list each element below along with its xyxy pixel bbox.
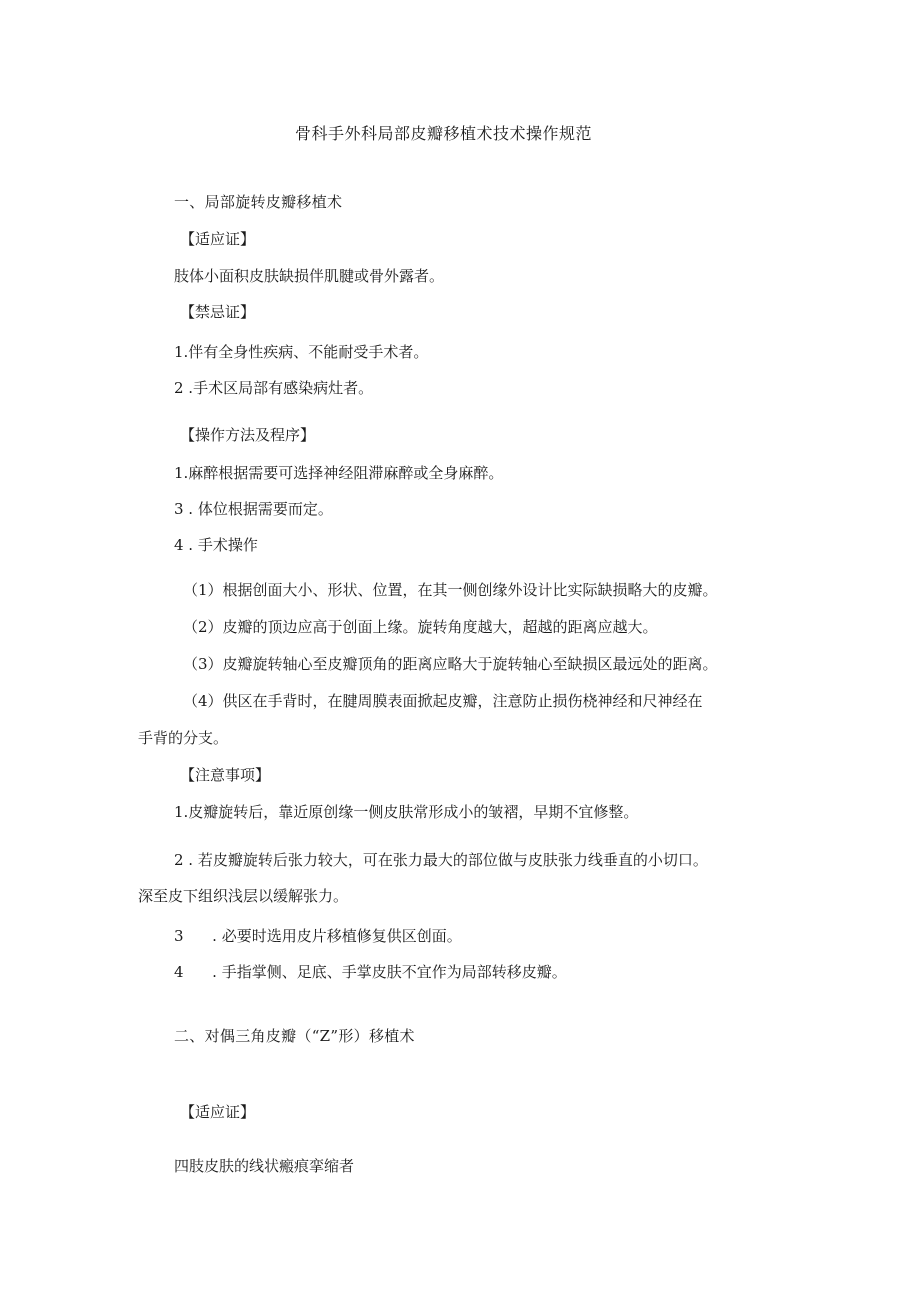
note-item: 4 . 手指掌侧、足底、手掌皮肤不宜作为局部转移皮瓣。 [174, 963, 567, 981]
section-1-notes-label: 【注意事项】 [180, 766, 271, 784]
note-item: 2 . 若皮瓣旋转后张力较大，可在张力最大的部位做与皮肤张力线垂直的小切口。 [174, 851, 708, 869]
surgery-step: （3）皮瓣旋转轴心至皮瓣顶角的距离应略大于旋转轴心至缺损区最远处的距离。 [183, 655, 718, 673]
contraindication-item: 2 .手术区局部有感染病灶者。 [174, 379, 374, 397]
section-2-indications-text: 四肢皮肤的线状瘢痕挛缩者 [174, 1157, 355, 1175]
note-item: 1.皮瓣旋转后，靠近原创缘一侧皮肤常形成小的皱褶，早期不宜修整。 [174, 803, 639, 821]
surgery-step: （2）皮瓣的顶边应高于创面上缘。旋转角度越大，超越的距离应越大。 [183, 618, 658, 636]
section-1-indications-label: 【适应证】 [180, 230, 256, 248]
section-2-indications-label: 【适应证】 [180, 1103, 256, 1121]
note-item-continued: 深至皮下组织浅层以缓解张力。 [138, 887, 349, 905]
contraindication-item: 1.伴有全身性疾病、不能耐受手术者。 [174, 343, 429, 361]
section-2-heading: 二、对偶三角皮瓣（“Z”形）移植术 [174, 1027, 415, 1045]
surgery-step: （1）根据创面大小、形状、位置，在其一侧创缘外设计比实际缺损略大的皮瓣。 [183, 581, 718, 599]
procedure-item: 1.麻醉根据需要可选择神经阻滞麻醉或全身麻醉。 [174, 464, 504, 482]
surgery-step-continued: 手背的分支。 [138, 729, 229, 747]
procedure-item: 4 . 手术操作 [174, 536, 258, 554]
section-1-procedure-label: 【操作方法及程序】 [180, 426, 316, 444]
procedure-item: 3 . 体位根据需要而定。 [174, 500, 333, 518]
section-1-heading: 一、局部旋转皮瓣移植术 [174, 193, 343, 211]
surgery-step: （4）供区在手背时，在腱周膜表面掀起皮瓣，注意防止损伤桡神经和尺神经在 [183, 692, 703, 710]
section-1-contraindications-label: 【禁忌证】 [180, 303, 256, 321]
note-item: 3 . 必要时选用皮片移植修复供区创面。 [174, 927, 462, 945]
section-1-indications-text: 肢体小面积皮肤缺损伴肌腱或骨外露者。 [174, 267, 445, 285]
page-title: 骨科手外科局部皮瓣移植术技术操作规范 [295, 124, 593, 143]
